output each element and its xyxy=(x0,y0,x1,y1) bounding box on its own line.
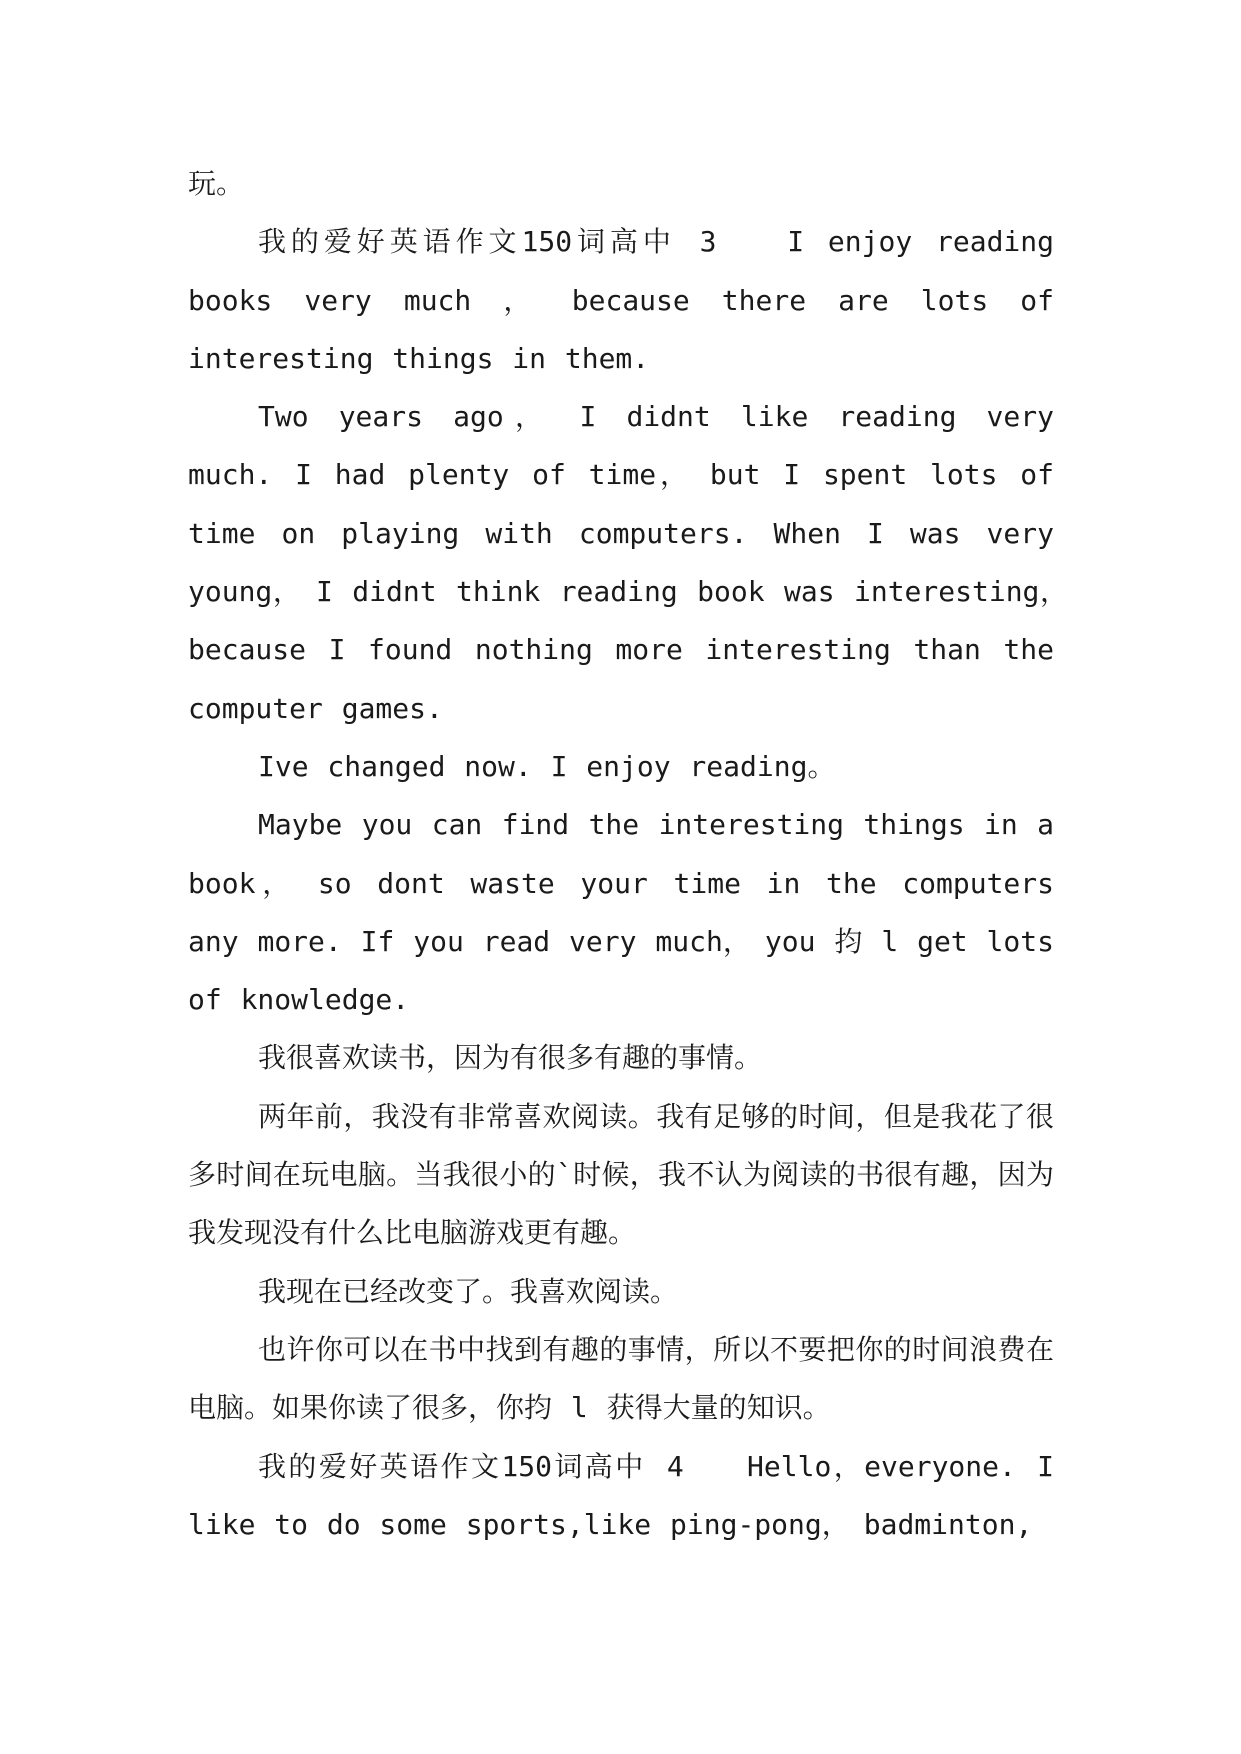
paragraph-10: 我的爱好英语作文150词高中 4 Hello，everyone. I like to do some sports,like ping-pong， badminton, xyxy=(188,1449,1054,1541)
paragraph-3: Two years ago， I didnt like reading very much. I had plenty of time， but I spent lots of time on playing with computers. When I was very young， I didnt think reading book was interesting， because I found nothing more interesting than the computer games. xyxy=(188,400,1083,725)
document-body xyxy=(188,155,1083,1554)
paragraph-8: 我现在已经改变了。我喜欢阅读。 xyxy=(258,1274,679,1308)
paragraph-1: 玩。 xyxy=(188,167,245,200)
paragraph-5: Maybe you can find the interesting things in a book， so dont waste your time in the computers any more. If you read very much， you 抣 l get lots of knowledge. xyxy=(188,808,1054,1017)
paragraph-2: 我的爱好英语作文150词高中 3 I enjoy reading books very much ， because there are lots of interesting things in them. xyxy=(188,225,1054,375)
paragraph-7: 两年前，我没有非常喜欢阅读。我有足够的时间，但是我花了很多时间在玩电脑。当我很小的`时候，我不认为阅读的书很有趣，因为我发现没有什么比电脑游戏更有趣。 xyxy=(188,1099,1054,1250)
paragraph-4: Ive changed now. I enjoy reading。 xyxy=(258,749,836,783)
paragraph-6: 我很喜欢读书，因为有很多有趣的事情。 xyxy=(258,1041,763,1075)
paragraph-9: 也许你可以在书中找到有趣的事情，所以不要把你的时间浪费在电脑。如果你读了很多，你抣 l 获得大量的知识。 xyxy=(188,1332,1054,1425)
